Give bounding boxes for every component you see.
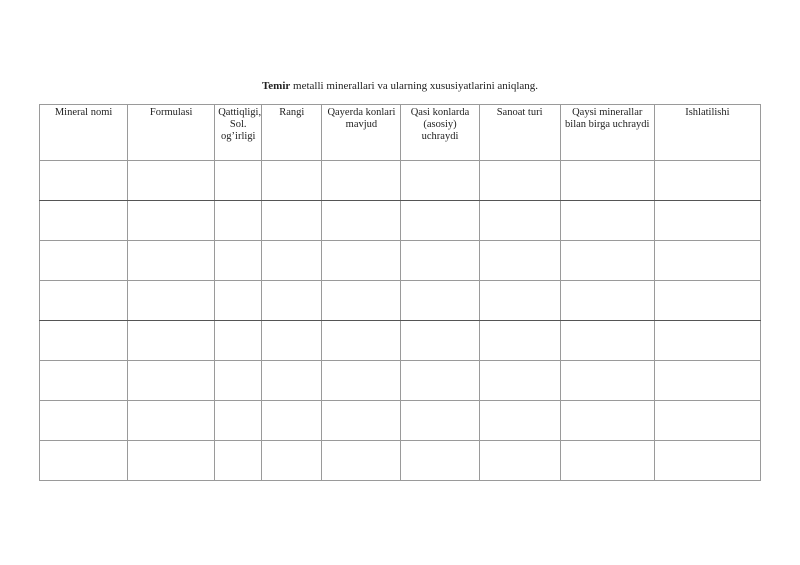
table-cell[interactable] [128, 441, 215, 481]
table-cell[interactable] [128, 321, 215, 361]
table-cell[interactable] [215, 201, 262, 241]
table-cell[interactable] [322, 161, 401, 201]
table-row [40, 281, 761, 321]
table-cell[interactable] [322, 361, 401, 401]
header-formula: Formulasi [128, 105, 215, 161]
table-row [40, 361, 761, 401]
table-cell[interactable] [654, 241, 760, 281]
table-cell[interactable] [262, 441, 322, 481]
table-cell[interactable] [128, 201, 215, 241]
table-row [40, 161, 761, 201]
table-row [40, 201, 761, 241]
table-cell[interactable] [40, 361, 128, 401]
table-cell[interactable] [322, 441, 401, 481]
table-cell[interactable] [322, 281, 401, 321]
table-cell[interactable] [654, 161, 760, 201]
table-cell[interactable] [215, 321, 262, 361]
table-row [40, 441, 761, 481]
header-mineral-name: Mineral nomi [40, 105, 128, 161]
table-cell[interactable] [401, 401, 479, 441]
table-cell[interactable] [654, 201, 760, 241]
table-cell[interactable] [322, 401, 401, 441]
worksheet-title [0, 80, 800, 92]
table-cell[interactable] [479, 161, 560, 201]
table-cell[interactable] [401, 361, 479, 401]
table-cell[interactable] [322, 241, 401, 281]
table-cell[interactable] [40, 441, 128, 481]
table-cell[interactable] [40, 281, 128, 321]
header-deposit-types: Qasi konlarda (asosiy) uchraydi [401, 105, 479, 161]
table-cell[interactable] [654, 401, 760, 441]
table-cell[interactable] [128, 361, 215, 401]
table-cell[interactable] [560, 441, 654, 481]
table-cell[interactable] [479, 441, 560, 481]
table-cell[interactable] [40, 161, 128, 201]
table-row [40, 241, 761, 281]
table-cell[interactable] [401, 281, 479, 321]
table-row [40, 401, 761, 441]
table-cell[interactable] [479, 201, 560, 241]
table-cell[interactable] [262, 281, 322, 321]
header-color: Rangi [262, 105, 322, 161]
table-cell[interactable] [322, 321, 401, 361]
table-cell[interactable] [479, 321, 560, 361]
header-associated-minerals: Qaysi minerallar bilan birga uchraydi [560, 105, 654, 161]
table-cell[interactable] [654, 321, 760, 361]
title-rest: metalli minerallari va ularning xususiyatlarini aniqlang. [290, 80, 539, 92]
table-cell[interactable] [560, 361, 654, 401]
title-bold-word: Temir [261, 80, 291, 92]
table-cell[interactable] [654, 361, 760, 401]
header-hardness-density: Qattiqligi, Sol. og’irligi [215, 105, 262, 161]
table-row [40, 321, 761, 361]
table-cell[interactable] [262, 241, 322, 281]
header-row [40, 105, 761, 161]
table-cell[interactable] [262, 401, 322, 441]
table-cell[interactable] [560, 241, 654, 281]
table-cell[interactable] [654, 281, 760, 321]
table-body [40, 161, 761, 481]
table-cell[interactable] [215, 441, 262, 481]
table-cell[interactable] [401, 161, 479, 201]
table-cell[interactable] [40, 241, 128, 281]
minerals-table [39, 104, 761, 481]
table-cell[interactable] [262, 161, 322, 201]
header-usage: Ishlatilishi [654, 105, 760, 161]
table-cell[interactable] [40, 321, 128, 361]
table-cell[interactable] [262, 361, 322, 401]
table-cell[interactable] [479, 361, 560, 401]
table-cell[interactable] [215, 281, 262, 321]
table-cell[interactable] [322, 201, 401, 241]
header-deposit-location: Qayerda konlari mavjud [322, 105, 401, 161]
table-cell[interactable] [215, 161, 262, 201]
table-cell[interactable] [560, 281, 654, 321]
table-cell[interactable] [40, 401, 128, 441]
table-cell[interactable] [560, 201, 654, 241]
table-cell[interactable] [262, 321, 322, 361]
table-cell[interactable] [560, 321, 654, 361]
table-cell[interactable] [128, 161, 215, 201]
table-cell[interactable] [479, 241, 560, 281]
table-cell[interactable] [401, 241, 479, 281]
table-cell[interactable] [479, 281, 560, 321]
table-cell[interactable] [479, 401, 560, 441]
header-industry-type: Sanoat turi [479, 105, 560, 161]
table-cell[interactable] [215, 401, 262, 441]
table-cell[interactable] [215, 361, 262, 401]
table-cell[interactable] [401, 201, 479, 241]
table-cell[interactable] [654, 441, 760, 481]
table-cell[interactable] [401, 321, 479, 361]
table-cell[interactable] [128, 401, 215, 441]
table-cell[interactable] [128, 281, 215, 321]
table-cell[interactable] [40, 201, 128, 241]
table-cell[interactable] [262, 201, 322, 241]
table-cell[interactable] [215, 241, 262, 281]
table-cell[interactable] [401, 441, 479, 481]
table-cell[interactable] [128, 241, 215, 281]
table-cell[interactable] [560, 161, 654, 201]
table-cell[interactable] [560, 401, 654, 441]
